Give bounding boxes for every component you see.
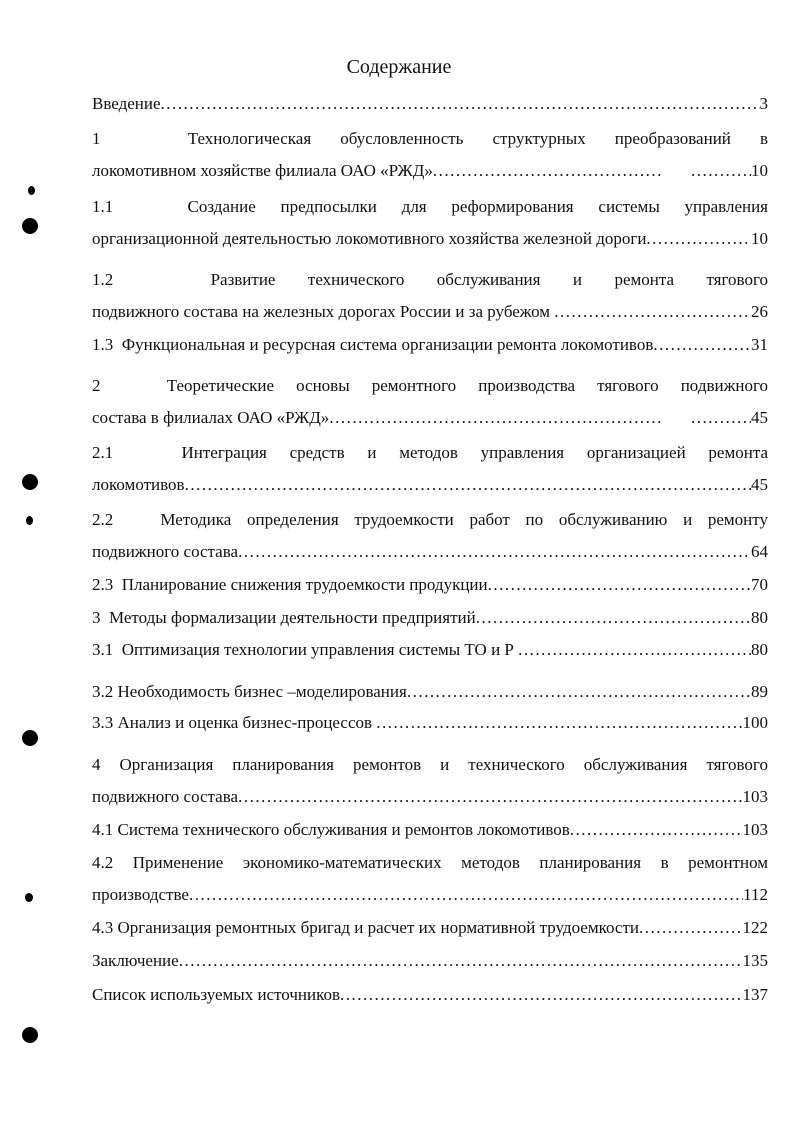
- toc-page-number: 10: [751, 161, 768, 180]
- dot-leader: [691, 406, 751, 430]
- toc-entry-line: [92, 92, 768, 116]
- dot-leader: [570, 818, 743, 842]
- toc-entry-text: 4.3 Организация ремонтных бригад и расчет их нормативной трудоемкости: [92, 918, 639, 937]
- toc-page-number: 89: [751, 682, 768, 701]
- dot-leader: [238, 540, 751, 564]
- toc-entry-line: [92, 883, 768, 907]
- toc-entry-line: [92, 406, 768, 430]
- toc-entry-line: 1.1 Создание предпосылки для реформирования системы управления: [92, 197, 768, 216]
- toc-entry-text: локомотивов: [92, 475, 185, 494]
- dot-leader: [161, 92, 760, 116]
- toc-entry-text: Список используемых источников: [92, 985, 341, 1004]
- dot-leader: [433, 159, 661, 183]
- toc-page-number: 31: [751, 335, 768, 354]
- toc-page-number: 3: [759, 94, 768, 113]
- toc-entry-text: 3 Методы формализации деятельности предприятий: [92, 608, 476, 627]
- toc-page-number: 64: [751, 542, 768, 561]
- toc-page-number: 80: [751, 608, 768, 627]
- dot-leader: [653, 333, 751, 357]
- dot-leader: [691, 159, 751, 183]
- dot-leader: [407, 680, 751, 704]
- toc-entry-line: 2.1 Интеграция средств и методов управления организацией ремонта: [92, 443, 768, 462]
- toc-page-number: 137: [742, 985, 768, 1004]
- toc-page-number: 80: [751, 640, 768, 659]
- dot-leader: [329, 406, 661, 430]
- toc-entry-text: Введение: [92, 94, 161, 113]
- toc-entry-text: 3.1 Оптимизация технологии управления системы ТО и Р: [92, 640, 519, 659]
- toc-entry-text: состава в филиалах ОАО «РЖД»: [92, 408, 330, 427]
- toc-entry-text: подвижного состава: [92, 787, 239, 806]
- toc-entry-text: подвижного состава: [92, 542, 239, 561]
- toc-entry-line: [92, 159, 768, 183]
- toc-page-number: 135: [742, 951, 768, 970]
- toc-page-number: 26: [751, 302, 768, 321]
- toc-entry-line: 1.2 Развитие технического обслуживания и ремонта тягового: [92, 270, 768, 289]
- toc-entry-line: 2.2 Методика определения трудоемкости работ по обслуживанию и ремонту: [92, 510, 768, 529]
- toc-page-number: 45: [751, 408, 768, 427]
- toc-entry-text: 2.3 Планирование снижения трудоемкости продукции: [92, 575, 488, 594]
- toc-page-number: 10: [751, 229, 768, 248]
- toc-page-number: 45: [751, 475, 768, 494]
- toc-entry-line: [92, 983, 768, 1007]
- dot-leader: [518, 638, 751, 662]
- punch-hole: [22, 1027, 38, 1043]
- toc-entry-line: 2 Теоретические основы ремонтного производства тягового подвижного: [92, 376, 768, 395]
- dot-leader: [554, 300, 751, 324]
- toc-entry-line: [92, 818, 768, 842]
- dot-leader: [639, 916, 743, 940]
- toc-entry-line: [92, 638, 768, 662]
- dot-leader: [376, 711, 742, 735]
- toc-page-number: 112: [743, 885, 768, 904]
- punch-hole: [22, 730, 38, 746]
- toc-page-number: 122: [742, 918, 768, 937]
- toc-entry-line: [92, 680, 768, 704]
- toc-entry-line: [92, 333, 768, 357]
- punch-hole: [22, 218, 38, 234]
- toc-entry-line: [92, 949, 768, 973]
- scan-speck: [25, 893, 33, 902]
- toc-page-number: 70: [751, 575, 768, 594]
- toc-entry-text: Заключение: [92, 951, 179, 970]
- toc-entry-line: [92, 785, 768, 809]
- dot-leader: [185, 473, 751, 497]
- toc-entry-text: 1.3 Функциональная и ресурсная система организации ремонта локомотивов: [92, 335, 654, 354]
- scan-speck: [26, 516, 33, 525]
- toc-entry-line: [92, 300, 768, 324]
- dot-leader: [488, 573, 751, 597]
- toc-entry-line: [92, 711, 768, 735]
- toc-entry-text: 4.1 Система технического обслуживания и ремонтов локомотивов: [92, 820, 570, 839]
- toc-entry-text: 3.3 Анализ и оценка бизнес-процессов: [92, 713, 377, 732]
- toc-entry-text: производстве: [92, 885, 189, 904]
- toc-entry-line: [92, 573, 768, 597]
- toc-page-number: 103: [742, 820, 768, 839]
- toc-entry-text: подвижного состава на железных дорогах России и за рубежом: [92, 302, 555, 321]
- toc-entry-text: локомотивном хозяйстве филиала ОАО «РЖД»: [92, 161, 433, 180]
- dot-leader: [189, 883, 743, 907]
- toc-entry-line: 4 Организация планирования ремонтов и технического обслуживания тягового: [92, 755, 768, 774]
- toc-entry-line: [92, 227, 768, 251]
- dot-leader: [340, 983, 742, 1007]
- scan-speck: [28, 186, 35, 195]
- toc-entry-line: [92, 540, 768, 564]
- toc-entry-line: [92, 473, 768, 497]
- punch-hole: [22, 474, 38, 490]
- toc-entry-line: [92, 916, 768, 940]
- toc-entry-line: [92, 606, 768, 630]
- toc-entry-text: организационной деятельностью локомотивного хозяйства железной дороги: [92, 229, 647, 248]
- dot-leader: [646, 227, 751, 251]
- dot-leader: [238, 785, 742, 809]
- toc-entry-line: 4.2 Применение экономико-математических методов планирования в ремонтном: [92, 853, 768, 872]
- toc-entry-text: 3.2 Необходимость бизнес –моделирования: [92, 682, 407, 701]
- toc-page-number: 103: [742, 787, 768, 806]
- dot-leader: [476, 606, 751, 630]
- toc-page-number: 100: [742, 713, 768, 732]
- page-title: Содержание: [346, 56, 452, 78]
- toc-entry-line: 1 Технологическая обусловленность структурных преобразований в: [92, 129, 768, 148]
- dot-leader: [179, 949, 743, 973]
